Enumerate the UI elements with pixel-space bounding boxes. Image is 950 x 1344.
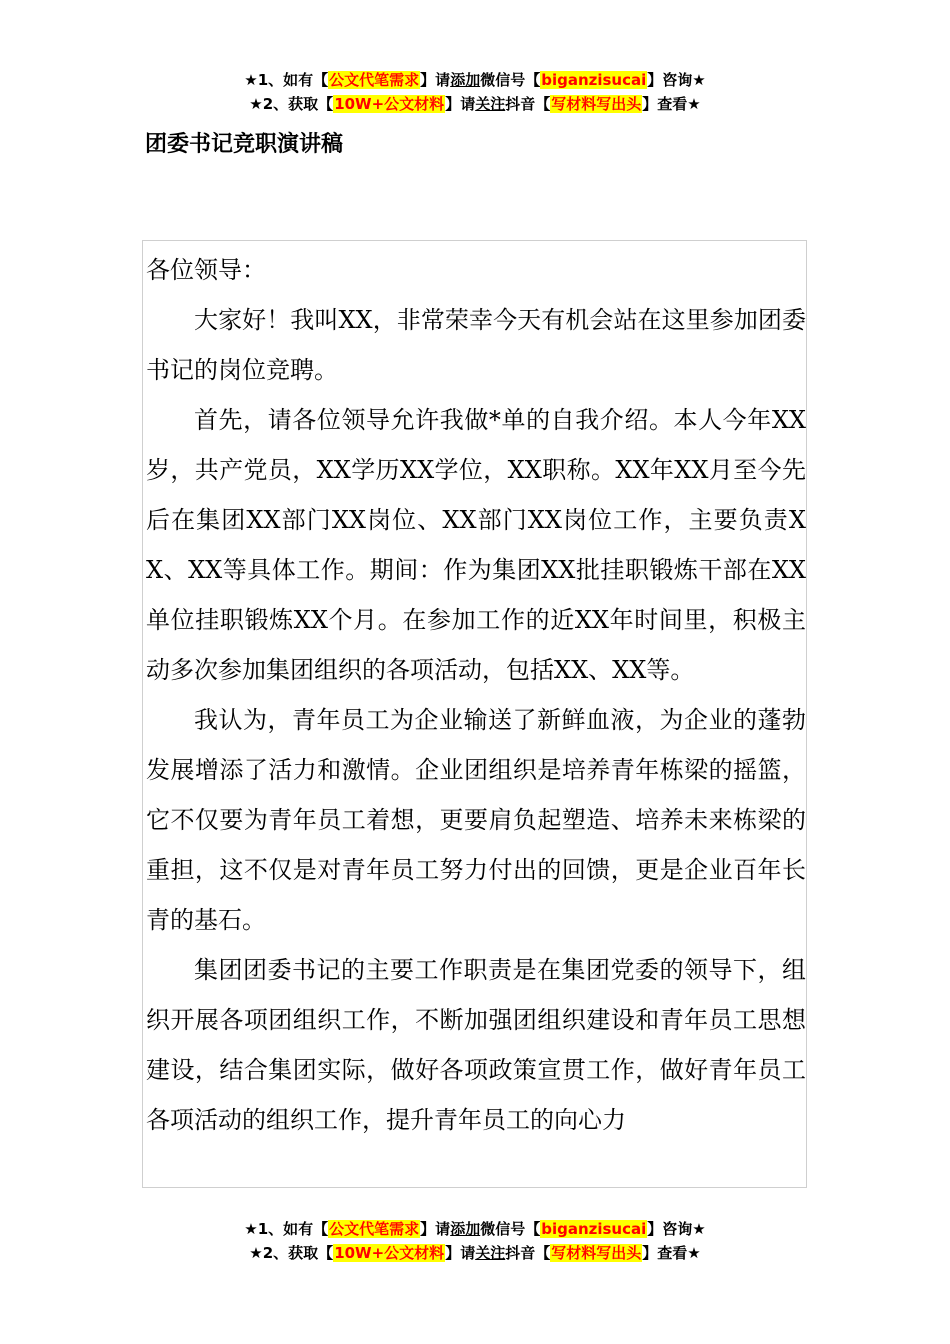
speech-content-box — [142, 240, 807, 1188]
promo-line-2-middle-2: 抖音【 — [505, 95, 551, 113]
promo-line-2-prefix: ★2、获取【 — [249, 95, 334, 113]
bottom-promo-banner — [0, 1217, 950, 1265]
salutation: 各位领导： — [146, 256, 266, 284]
promo-line-1 — [0, 68, 950, 92]
promo-line-2-emphasis: 关注 — [475, 95, 506, 113]
promo-line-1-emphasis: 添加 — [450, 71, 481, 89]
promo-line-1-middle: 】请 — [420, 71, 451, 89]
promo-line-2-middle-2: 抖音【 — [505, 1244, 551, 1262]
promo-line-1-highlight-service: 公文代笔需求 — [329, 1220, 420, 1238]
paragraph-self-introduction: 首先，请各位领导允许我做*单的自我介绍。本人今年XX岁，共产党员，XX学历XX学位，XX职称。XX年XX月至今先后在集团XX部门XX岗位、XX部门XX岗位工作，主要负责XX、XX等具体工作。期间：作为集团XX批挂职锻炼干部在XX单位挂职锻炼XX个月。在参加工作的近XX年时间里，积极主动多次参加集团组织的各项活动，包括XX、XX等。 — [146, 406, 806, 684]
promo-line-2-suffix: 】查看★ — [642, 95, 701, 113]
promo-line-2-emphasis: 关注 — [475, 1244, 506, 1262]
promo-line-1-suffix: 】咨询★ — [647, 1220, 706, 1238]
promo-line-1-prefix: ★1、如有【 — [244, 71, 329, 89]
promo-line-1-middle-2: 微信号【 — [480, 1220, 541, 1238]
promo-line-2-highlight-douyin: 写材料写出头 — [551, 1244, 642, 1262]
paragraph-responsibilities: 集团团委书记的主要工作职责是在集团党委的领导下，组织开展各项团组织工作，不断加强团组织建设和青年员工思想建设，结合集团实际，做好各项政策宣贯工作，做好青年员工各项活动的组织工作，提升青年员工的向心力 — [146, 956, 806, 1134]
promo-line-1-suffix: 】咨询★ — [647, 71, 706, 89]
promo-line-2-suffix: 】查看★ — [642, 1244, 701, 1262]
promo-line-2 — [0, 92, 950, 116]
top-promo-banner — [0, 68, 950, 116]
promo-line-1 — [0, 1217, 950, 1241]
promo-line-1-highlight-wechat: biganzisucai — [541, 1220, 647, 1238]
promo-line-1-middle-2: 微信号【 — [480, 71, 541, 89]
promo-line-1-highlight-wechat: biganzisucai — [541, 71, 647, 89]
paragraph-greeting: 大家好！我叫XX，非常荣幸今天有机会站在这里参加团委书记的岗位竞聘。 — [146, 306, 806, 384]
promo-line-2 — [0, 1241, 950, 1265]
promo-line-2-middle: 】请 — [445, 95, 476, 113]
promo-line-1-prefix: ★1、如有【 — [244, 1220, 329, 1238]
document-title: 团委书记竞职演讲稿 — [145, 132, 344, 157]
promo-line-2-prefix: ★2、获取【 — [249, 1244, 334, 1262]
promo-line-1-emphasis: 添加 — [450, 1220, 481, 1238]
promo-line-2-highlight-douyin: 写材料写出头 — [551, 95, 642, 113]
speech-body — [146, 245, 806, 1145]
promo-line-2-middle: 】请 — [445, 1244, 476, 1262]
paragraph-understanding: 我认为，青年员工为企业输送了新鲜血液，为企业的蓬勃发展增添了活力和激情。企业团组织是培养青年栋梁的摇篮，它不仅要为青年员工着想，更要肩负起塑造、培养未来栋梁的重担，这不仅是对青年员工努力付出的回馈，更是企业百年长青的基石。 — [146, 706, 806, 934]
promo-line-2-highlight-materials: 10W+公文材料 — [334, 1244, 445, 1262]
promo-line-1-highlight-service: 公文代笔需求 — [329, 71, 420, 89]
promo-line-2-highlight-materials: 10W+公文材料 — [334, 95, 445, 113]
promo-line-1-middle: 】请 — [420, 1220, 451, 1238]
